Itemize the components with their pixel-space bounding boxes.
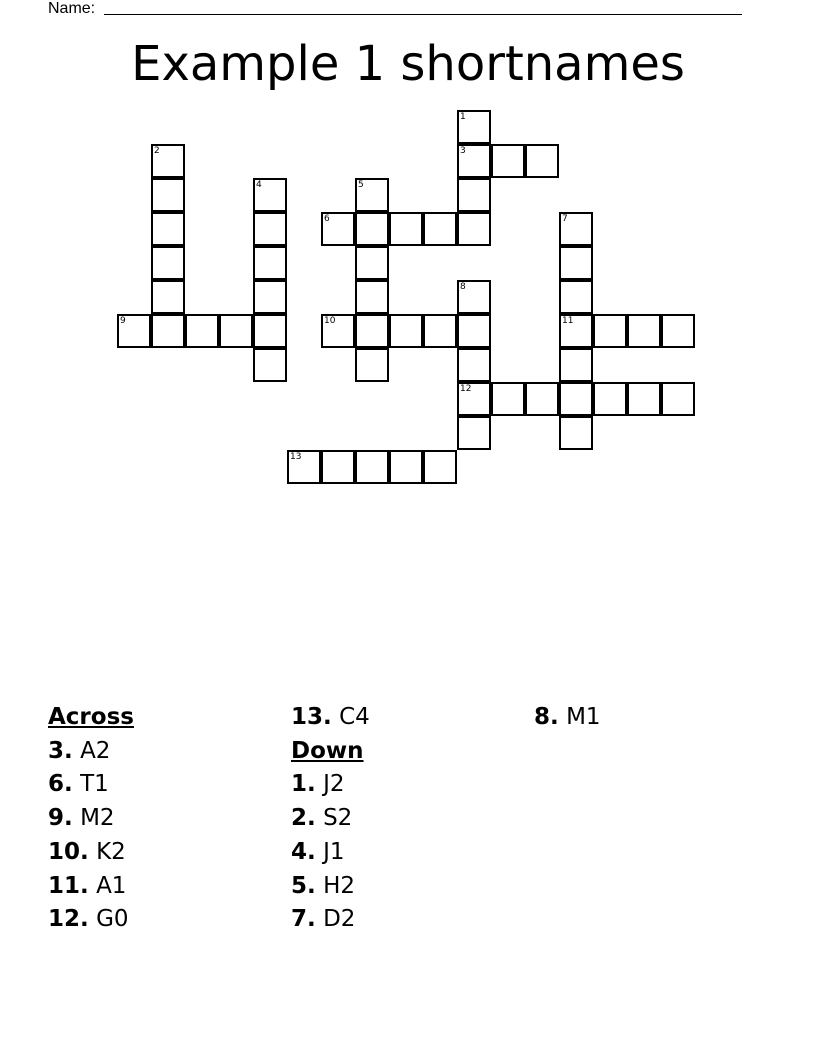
grid-cell[interactable] xyxy=(559,212,593,246)
clue-down-4 xyxy=(291,836,370,870)
clue-column-1 xyxy=(48,701,134,937)
clue-down-1 xyxy=(291,768,370,802)
grid-cell[interactable] xyxy=(457,110,491,144)
clue-text: S2 xyxy=(323,805,353,832)
clue-text: K2 xyxy=(96,838,126,865)
grid-cell[interactable] xyxy=(661,382,695,416)
grid-cell[interactable] xyxy=(253,314,287,348)
grid-cell[interactable] xyxy=(355,348,389,382)
cell-number: 6 xyxy=(324,214,330,224)
grid-cell[interactable] xyxy=(253,246,287,280)
grid-cell[interactable] xyxy=(355,450,389,484)
cell-number: 11 xyxy=(562,316,574,326)
clue-across-6 xyxy=(48,768,134,802)
clue-down-2 xyxy=(291,802,370,836)
grid-cell[interactable] xyxy=(457,314,491,348)
grid-cell[interactable] xyxy=(355,314,389,348)
grid-cell[interactable] xyxy=(423,314,457,348)
clue-down-7 xyxy=(291,903,370,937)
grid-cell[interactable] xyxy=(151,144,185,178)
clue-number: 2. xyxy=(291,805,316,832)
cell-number: 13 xyxy=(290,452,302,462)
clue-across-12 xyxy=(48,903,134,937)
across-heading: Across xyxy=(48,704,134,730)
grid-cell[interactable] xyxy=(253,280,287,314)
grid-cell[interactable] xyxy=(559,246,593,280)
clue-down-8 xyxy=(534,701,601,735)
grid-cell[interactable] xyxy=(627,382,661,416)
cell-number: 8 xyxy=(460,282,466,292)
grid-cell[interactable] xyxy=(457,382,491,416)
grid-cell[interactable] xyxy=(457,178,491,212)
grid-cell[interactable] xyxy=(389,314,423,348)
grid-cell[interactable] xyxy=(457,144,491,178)
grid-cell[interactable] xyxy=(151,212,185,246)
cell-number: 2 xyxy=(154,146,160,156)
grid-cell[interactable] xyxy=(117,314,151,348)
clue-number: 4. xyxy=(291,838,316,865)
clue-number: 1. xyxy=(291,771,316,798)
cell-number: 5 xyxy=(358,180,364,190)
grid-cell[interactable] xyxy=(151,280,185,314)
cell-number: 7 xyxy=(562,214,568,224)
cell-number: 4 xyxy=(256,180,262,190)
grid-cell[interactable] xyxy=(321,450,355,484)
clue-text: H2 xyxy=(323,872,355,899)
grid-cell[interactable] xyxy=(219,314,253,348)
cell-number: 12 xyxy=(460,384,472,394)
cell-number: 1 xyxy=(460,112,466,122)
clue-across-10 xyxy=(48,836,134,870)
grid-cell[interactable] xyxy=(253,178,287,212)
clue-number: 11. xyxy=(48,872,89,899)
grid-cell[interactable] xyxy=(559,416,593,450)
cell-number: 9 xyxy=(120,316,126,326)
grid-cell[interactable] xyxy=(491,144,525,178)
clue-across-3 xyxy=(48,735,134,769)
grid-cell[interactable] xyxy=(559,348,593,382)
clue-text: M2 xyxy=(80,805,115,832)
grid-cell[interactable] xyxy=(525,382,559,416)
clue-number: 7. xyxy=(291,906,316,933)
grid-cell[interactable] xyxy=(661,314,695,348)
down-heading: Down xyxy=(291,737,364,764)
grid-cell[interactable] xyxy=(457,280,491,314)
clue-number: 10. xyxy=(48,838,89,865)
grid-cell[interactable] xyxy=(321,314,355,348)
clue-number: 3. xyxy=(48,737,73,764)
clue-text: M1 xyxy=(566,704,601,730)
clue-number: 6. xyxy=(48,771,73,798)
grid-cell[interactable] xyxy=(321,212,355,246)
grid-cell[interactable] xyxy=(525,144,559,178)
clue-text: A1 xyxy=(96,872,127,899)
clue-text: J2 xyxy=(323,771,345,798)
grid-cell[interactable] xyxy=(423,212,457,246)
grid-cell[interactable] xyxy=(559,280,593,314)
grid-cell[interactable] xyxy=(389,450,423,484)
grid-cell[interactable] xyxy=(491,382,525,416)
cell-number: 10 xyxy=(324,316,336,326)
clue-text: J1 xyxy=(323,838,345,865)
grid-cell[interactable] xyxy=(253,212,287,246)
crossword-grid xyxy=(0,0,816,500)
grid-cell[interactable] xyxy=(389,212,423,246)
clue-text: C4 xyxy=(339,704,370,730)
grid-cell[interactable] xyxy=(355,280,389,314)
grid-cell[interactable] xyxy=(185,314,219,348)
grid-cell[interactable] xyxy=(151,314,185,348)
clue-column-2 xyxy=(291,701,370,937)
clue-number: 8. xyxy=(534,704,559,730)
name-label: Name: xyxy=(48,0,96,17)
grid-cell[interactable] xyxy=(287,450,321,484)
grid-cell[interactable] xyxy=(593,314,627,348)
grid-cell[interactable] xyxy=(151,246,185,280)
grid-cell[interactable] xyxy=(627,314,661,348)
grid-cell[interactable] xyxy=(423,450,457,484)
clue-text: A2 xyxy=(80,737,111,764)
clue-text: G0 xyxy=(96,906,129,933)
clue-number: 9. xyxy=(48,805,73,832)
clue-text: D2 xyxy=(323,906,356,933)
clue-column-3 xyxy=(534,701,601,735)
clue-down-5 xyxy=(291,870,370,904)
grid-cell[interactable] xyxy=(355,178,389,212)
cell-number: 3 xyxy=(460,146,466,156)
clue-across-13 xyxy=(291,701,370,735)
clue-number: 12. xyxy=(48,906,89,933)
grid-cell[interactable] xyxy=(253,348,287,382)
grid-cell[interactable] xyxy=(151,178,185,212)
clue-number: 13. xyxy=(291,704,332,730)
page-title: Example 1 shortnames xyxy=(131,36,685,92)
grid-cell[interactable] xyxy=(559,314,593,348)
grid-cell[interactable] xyxy=(355,246,389,280)
grid-cell[interactable] xyxy=(457,416,491,450)
clue-across-9 xyxy=(48,802,134,836)
grid-cell[interactable] xyxy=(457,348,491,382)
grid-cell[interactable] xyxy=(457,212,491,246)
grid-cell[interactable] xyxy=(559,382,593,416)
clue-across-11 xyxy=(48,870,134,904)
clue-number: 5. xyxy=(291,872,316,899)
grid-cell[interactable] xyxy=(355,212,389,246)
grid-cell[interactable] xyxy=(593,382,627,416)
clue-text: T1 xyxy=(80,771,109,798)
